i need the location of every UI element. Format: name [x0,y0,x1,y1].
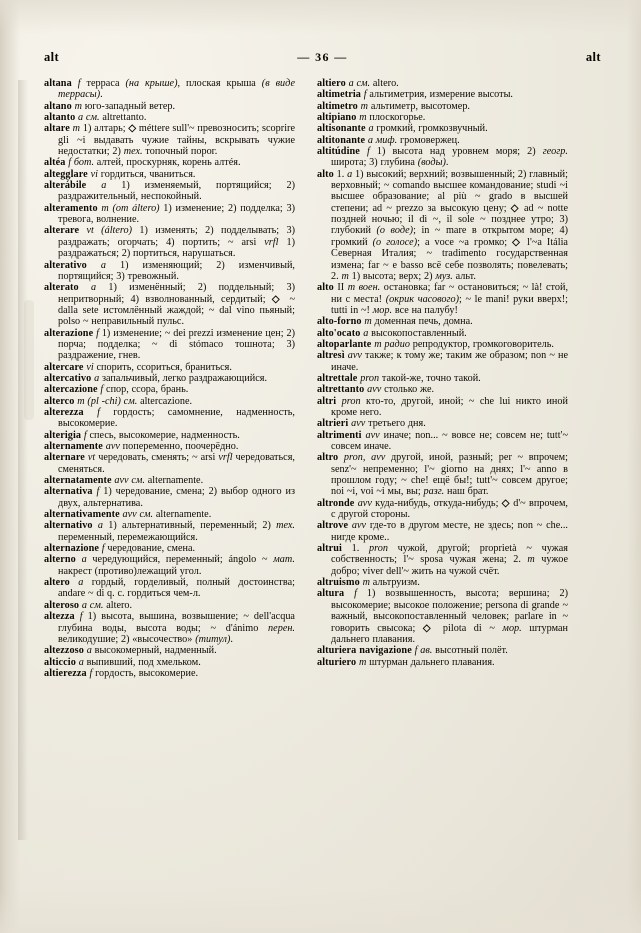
dictionary-entry: altrimenti avv иначе; non... ~ вовсе не; совсем не; tutt'~ совсем иначе. [317,429,568,452]
dictionary-entry: altare m 1) алтарь; ◇ méttere sull'~ превозносить; scoprire gli ~i выдавать чужие тайны, вскрывать чужие недостатки; 2) тех. топочный порог. [44,123,295,158]
dictionary-entry: altresì avv также; к тому же; таким же образом; non ~ не иначе. [317,350,568,373]
dictionary-entry: alto 1. a 1) высокий; верхний; возвышенный; 2) главный; верховный; ~ comando высшее командование; studi ~i высшее образование; al più ~ grado в высшей степени; ad ~ prezzo за высокую цену; ◇ ad ~ notte поздней ночью; il dì ~, il sole ~ позднее утро; 3) глубокий (о воде); in ~ mare в открытом море; 4) громкий (о голосе); a voce ~a громко; ◇ l'~a Itália Северная Италия; ~ tradimento государственная измена; far ~ e basso всё себе позволять; повелевать; 2. m 1) высота; верх; 2) муз. альт. [317,168,568,282]
dictionary-entry: altitúdine f 1) высота над уровнем моря; 2) геогр. широта; 3) глубина (воды). [317,146,568,169]
dictionary-entry: altrove avv где-то в другом месте, не здесь; non ~ che... нигде кроме.. [317,520,568,543]
dictionary-entry: altana f терраса (на крыше), плоская крыша (в виде террасы). [44,78,295,101]
dictionary-entry: altruismo m альтруизм. [317,577,420,589]
dictionary-entry: alternativamente avv см. alternamente. [44,509,212,521]
dictionary-entry: alto'ocato a высокопоставленный. [317,327,467,339]
dictionary-entry: altimetro m альтиметр, высотомер. [317,100,471,112]
dictionary-entry: altegglare vi гордиться, чваниться. [44,168,196,180]
dictionary-entry: altercativo a запальчивый, легко раздражающийся. [44,372,268,384]
dictionary-entry: alticcio a выпивший, под хмельком. [44,656,201,668]
dictionary-entry: altimetria f альтиметрия, измерение высоты. [317,89,514,101]
dictionary-entry: alteramento m (от áltero) 1) изменение; 2) подделка; 3) тревога, волнение. [44,202,295,226]
dictionary-entry: alterazione f 1) изменение; ~ dei prezzi изменение цен; 2) порча; подделка; ~ di stómaco тошнота; 3) раздражение, гнев. [44,327,295,362]
dictionary-entry: alterezza f гордость; самомнение, надменность, высокомерие. [44,406,295,430]
scan-edge-right [627,0,641,933]
dictionary-entry: altura f 1) возвышенность, высота; вершина; 2) высокомерие; высокое положение; persona di grande ~ важный, высокопоставленный человек; parlare in ~ говорить свысока; ◇ pilota di ~ мор. штурман дальнего плавания. [317,588,568,645]
dictionary-entry: altronde avv куда-нибудь, откуда-нибудь; ◇ d'~ впрочем, с другой стороны. [317,497,568,521]
dictionary-entry: altitonante a миф. громовержец. [317,134,460,146]
dictionary-entry: altanto a см. altrettanto. [44,112,147,124]
dictionary-entry: alto II m воен. остановка; far ~ остановиться; ~ là! стой, ни с места! (окрик часового); ~ le mani! руки вверх!; tutti in ~! мор. все на палубу! [317,282,569,316]
dictionary-entry: alterno a чередующийся, переменный; ángolo ~ мат. накрест (противо)лежащий угол. [44,554,295,577]
dictionary-entry: alternare vt чередовать, сменять; ~ arsi vrfl чередоваться, сменяться. [44,452,295,475]
running-head [44,50,601,70]
dictionary-entry: alternativo a 1) альтернативный, переменный; 2) тех. переменный, перемежающийся. [44,520,295,543]
dictionary-entry: alterigia f спесь, высокомерие, надменность. [44,429,240,441]
running-head-right: alt [585,50,601,64]
scan-edge-bottom [0,887,641,933]
dictionary-entry: alterábile a 1) изменяемый, портящийся; 2) раздражительный, неспокойный. [44,180,295,203]
dictionary-entry: altercare vi спорить, ссориться, браниться. [44,361,232,373]
dictionary-entry: altierezza f гордость, высокомерие. [44,667,199,679]
scan-edge-left [0,0,20,933]
text-columns [44,78,600,679]
dictionary-entry: altisonante a громкий, громкозвучный. [317,123,488,135]
dictionary-entry: altri pron кто-то, другой, иной; ~ che lui никто иной кроме него. [317,395,568,418]
scan-edge-top [0,0,641,34]
dictionary-entry: altrettale pron такой-же, точно такой. [317,372,481,384]
dictionary-entry: altiero a см. altero. [317,78,399,89]
dictionary-entry: alternamente avv попеременно, поочерёдно. [44,441,239,452]
running-head-left: alt [44,50,60,64]
dictionary-entry: altro pron, avv другой, иной, разный; per ~ впрочем; senz'~ непременно; l'~ giorno на днях; l'~ anno в прошлом году; ~ che! ещё бы!; tutt'~ совсем другое; noi ~i, voi ~i мы, вы; разг. наш брат. [317,452,568,498]
dictionary-entry: alturiero m штурман дальнего плавания. [317,656,495,668]
page-number: — 36 — [297,50,348,64]
dictionary-entry: altrieri avv третьего дня. [317,418,426,430]
dictionary-entry: altipiano m плоскогорье. [317,112,426,124]
dictionary-entry: alterco m (pl -chi) см. altercazione. [44,395,193,407]
dictionary-entry: altero a гордый, горделивый, полный достоинства; andare ~ di q. c. гордиться чем-л. [44,577,295,600]
dictionary-entry: altoparlante m радио репродуктор, громкоговоритель. [317,338,554,350]
dictionary-entry: alteroso a см. altero. [44,599,133,611]
dictionary-entry: alterare vt (áltero) 1) изменять; 2) подделывать; 3) раздражать; огорчать; 4) портить; ~ arsi vrfl 1) раздражаться; 2) портиться, нарушаться. [44,225,295,260]
dictionary-entry: altrui 1. pron чужой, другой; proprietà ~ чужая собственность; l'~ sposa чужая жена; 2. m чужое добро; viver dell'~ жить на чужой счёт. [317,543,568,577]
dictionary-entry: alternazione f чередование, смена. [44,543,196,555]
dictionary-entry: altéa f бот. алтей, проскурняк, корень алтéя. [44,157,241,169]
dictionary-entry: altano m юго-западный ветер. [44,100,176,112]
column-right [317,78,568,679]
dictionary-entry: altezza f 1) высота, вышина, возвышение; ~ dell'acqua глубина воды, высота воды; ~ d'ánimo перен. великодушие; 2) «высочество» (титул). [44,611,295,645]
dictionary-entry: altrettanto avv столько же. [317,384,435,396]
dictionary-entry: alterato a 1) изменённый; 2) поддельный; 3) непритворный; 4) взволнованный, сердитый; ◇ ~ dalla sete истомлённый жаждой; ~ dal vino пьяный; polso ~ неправильный пульс. [44,282,295,328]
dictionary-entry: alternativa f 1) чередование, смена; 2) выбор одного из двух, альтернатива. [44,486,295,509]
dictionary-entry: alturiera navigazione f ав. высотный полёт. [317,645,508,657]
dictionary-entry: alto-forno m доменная печь, домна. [317,316,473,328]
dictionary-entry: alterativo a 1) изменяющий; 2) изменчивый, портящийся; 3) тревожный. [44,259,295,282]
column-left [44,78,295,679]
dictionary-entry: alternatamente avv см. alternamente. [44,475,204,487]
dictionary-entry: altezzoso a высокомерный, надменный. [44,645,217,657]
dictionary-entry: altercazione f спор, ссора, брань. [44,384,189,396]
